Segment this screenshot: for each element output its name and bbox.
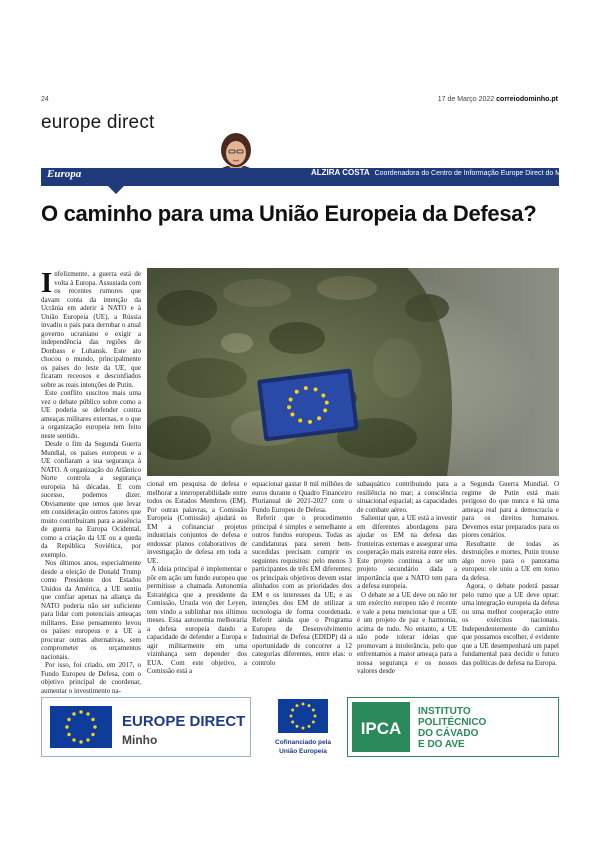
ipca-line-3: DO CÁVADO: [418, 728, 479, 739]
paragraph: Desde o fim da Segunda Guerra Mundial, os países europeus e a UE confiaram a sua segurança à NATO. A organização do Atlântico Norte controla a segurança europeia há décadas. E com sucesso, podemos dizer. Obviamente que temos que levar em consideração outros fatores que muito contribuíram para a ausência de guerra na Europa Ocidental, como a criação da UE ou a queda da República Soviética, por exemplo.: [41, 440, 141, 559]
article-column-4: [357, 480, 457, 676]
europe-direct-subtitle: Minho: [122, 733, 158, 747]
paragraph: Resultante de todas as destruições e mortes, Putin trouxe algo novo para o panorama europeu: ele uniu a UE em torno da defesa.: [462, 539, 559, 582]
article-column-1: [41, 267, 141, 695]
paragraph: cional em pesquisa de defesa e melhorar a interoperabilidade entre todos os Estados Membros (EM). Por outras palavras, a Comissão Europeia (Comissão) ajudará os EM a cofinanciar projetos industriais conjuntos de defesa e endossar planos colaborativos de investigação de defesa em toda a UE.: [147, 480, 247, 565]
cofinanced-eu-logo: [268, 697, 338, 757]
section-title: europe direct: [41, 112, 155, 133]
issue-date: [438, 96, 558, 103]
author-name: ALZIRA COSTA: [311, 168, 370, 177]
author-byline: [311, 168, 574, 186]
paragraph: Agora, o debate poderá passar pelo rumo que a UE deve optar: uma integração europeia da defesa ou uma melhor cooperação entre os exércitos nacionais. Independentemente do caminho que possamos escolher, é evidente que a UE desempenhará um papel fundamental para decidir o futuro das políticas de defesa na Europa.: [462, 582, 559, 667]
site-name: correiodominho.pt: [496, 96, 558, 103]
paragraph: Referir que o procedimento principal é simples e semelhante a outros fundos europeus. Todas as candidaturas para serem bem-sucedidas precisam cumprir os seguintes requisitos: pelo menos 3 participantes de três EM diferentes; os principais objetivos devem estar alinhados com as prioridades dos EM e os interesses da UE; e as intenções dos EM de utilizar a tecnologia de forma coordenada. Referir ainda que o Programa Europeu de Desenvolvimento Industrial de Defesa (EDIDP) dá a oportunidade de concorrer a 12 categorias diferentes, entre elas: o controlo: [252, 514, 352, 667]
paragraph: nfelizmente, a guerra está de volta à Europa. Assustada com os recentes rumores que davam conta da intenção da Ucrânia em aderir à NATO e à União Europeia (UE), a Rússia invadiu o país para derrubar o atual governo ucraniano e exigir a independência das regiões de Donbass e Luhansk. Este ato chocou o mundo, principalmente os países do leste da UE, que ficaram receosos e desconfiados sobre as reais intenções de Putin.: [41, 270, 141, 389]
category-label: Europa: [47, 168, 82, 180]
paragraph: Nos últimos anos, especialmente desde a eleição de Donald Trump como Presidente dos Estados Unidos da América, a UE sentiu que confiar apenas na aliança da NATO poderia não ser suficiente para lidar com potenciais ameaças militares. Esse pensamento levou os países europeus e a UE a procurar outras alternativas, sem comprometer os orçamentos nacionais.: [41, 559, 141, 661]
paragraph: Por isso, foi criado, em 2017, o Fundo Europeu de Defesa, com o objetivo principal de coordenar, aumentar o investimento na-: [41, 661, 141, 695]
bar-pointer: [108, 186, 124, 194]
ipca-logo: [347, 697, 559, 757]
page-number: 24: [41, 96, 49, 103]
europe-direct-logo: [41, 697, 251, 757]
paragraph: A ideia principal é implementar e pôr em ação um fundo europeu que permitisse a chamada Autonomia Estratégica que a presidente da Comissão, Ursula von der Leyen, tem vindo a sublinhar nos últimos meses. Essa autonomia melhoraria a defesa europeia dando a capacidade de defender a Europa e agir militarmente em uma vizinhança sem depender dos EUA. Com este objetivo, a Comissão está a: [147, 565, 247, 675]
article-column-3: [252, 480, 352, 667]
dropcap: I: [41, 267, 53, 299]
paragraph: subaquático contribuindo para a resiliência no mar; a consciência situacional espacial; as capacidades de combate aéreo.: [357, 480, 457, 514]
europe-direct-emblem: [42, 698, 250, 756]
article-column-2: [147, 480, 247, 676]
ipca-line-4: E DO AVE: [418, 739, 465, 750]
article-column-5: [462, 480, 559, 667]
cofinanced-line-2: União Europeia: [279, 748, 327, 755]
paragraph: a Segunda Guerra Mundial. O regime de Putin está mais perigoso do que nunca e há uma ameaça real para a democracia e para os direitos humanos. Devemos estar preparados para os piores cenários.: [462, 480, 559, 539]
europe-direct-title: EUROPE DIRECT: [122, 713, 246, 730]
paragraph: Salientar que, a UE está a investir em diferentes abordagens para ajudar os EM na defesa das fronteiras externas e assegurar uma cooperação mais estreita entre eles. Este projeto continua a ser um projeto secundário dada a importância que a NATO tem para a defesa europeia.: [357, 514, 457, 590]
author-role: Coordenadora do Centro de Informação Europe Direct do Minho: [374, 170, 575, 177]
ipca-emblem: [348, 698, 558, 756]
category-bar: [41, 168, 575, 186]
cofinanced-line-1: Cofinanciado pela: [275, 739, 331, 746]
article-headline: O caminho para uma União Europeia da Defesa?: [41, 201, 537, 226]
eu-flag-icon: [268, 697, 338, 759]
paragraph: Este conflito suscitou mais uma vez o debate público sobre como a UE poderia se defender contra ameaças militares externas, e o que a organização europeia tem feito neste sentido.: [41, 389, 141, 440]
hero-image: [147, 268, 559, 476]
ipca-line-1: INSTITUTO: [418, 706, 471, 717]
ipca-line-2: POLITÉCNICO: [418, 717, 487, 728]
paragraph: equacionar gastar 8 mil milhões de euros durante o Quadro Financeiro Plurianual de 2021-2027 com o Fundo Europeu de Defesa.: [252, 480, 352, 514]
date-text: 17 de Março 2022: [437, 96, 495, 103]
paragraph: O debate se a UE deve ou não ter um exército europeu não é recente e vale a pena mencionar que a UE é um projeto de paz e harmonia, acima de tudo. No entanto, a UE não pode tolerar ideias que promovam a intolerância, pelo que enfrentamos a maior ameaça para a nossa segurança e os nossos valores desde: [357, 590, 457, 675]
soldier-eu-patch-image: [147, 268, 559, 476]
ipca-abbreviation: IPCA: [360, 719, 402, 738]
